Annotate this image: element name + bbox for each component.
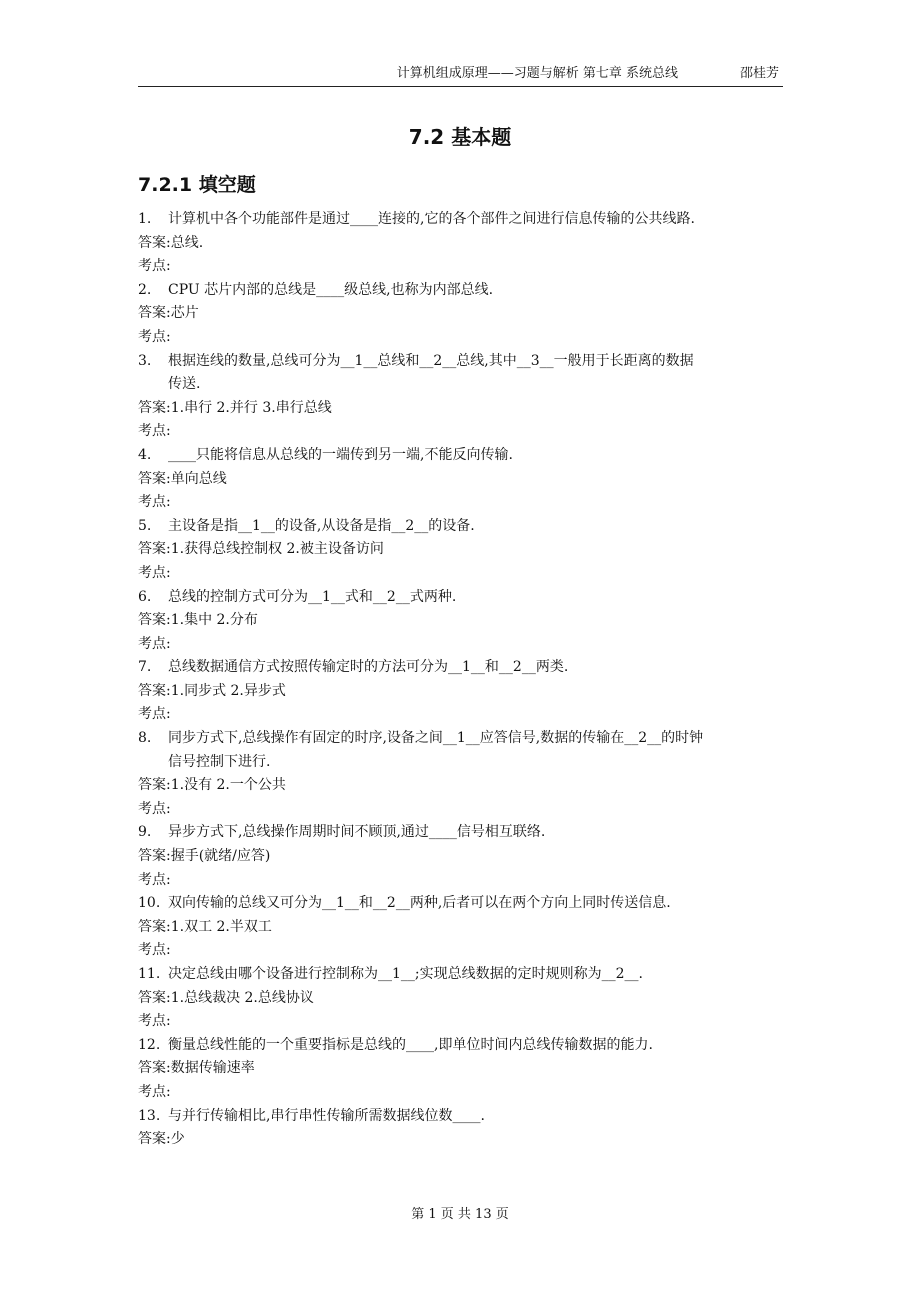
question-text: 根据连线的数量,总线可分为__1__总线和__2__总线,其中__3__一般用于长距离的数据 (168, 352, 694, 369)
header-title: 计算机组成原理——习题与解析 第七章 系统总线 (396, 66, 678, 81)
exam-point-line: 考点: (138, 1013, 171, 1030)
exam-point-line: 考点: (138, 871, 171, 888)
question-number: 10. (138, 895, 161, 912)
question-text: 主设备是指__1__的设备,从设备是指__2__的设备. (168, 517, 475, 534)
answer-line: 答案:单向总线 (138, 470, 227, 487)
question-text: 衡量总线性能的一个重要指标是总线的____,即单位时间内总线传输数据的能力. (168, 1036, 653, 1053)
exam-point-line: 考点: (138, 258, 171, 275)
answer-line: 答案:1.集中 2.分布 (138, 612, 258, 629)
question-list (138, 208, 788, 1152)
question-number: 1. (138, 211, 152, 227)
question-item (138, 515, 788, 539)
answer-line: 答案:1.总线裁决 2.总线协议 (138, 989, 314, 1006)
exam-point-line: 考点: (138, 942, 171, 959)
question-number: 9. (138, 824, 152, 841)
answer-line: 答案:握手(就绪/应答) (138, 848, 271, 865)
exam-point-line: 考点: (138, 564, 171, 581)
exam-point-line: 考点: (138, 494, 171, 511)
question-item (138, 727, 788, 774)
page-footer: 第 1 页 共 13 页 (411, 1207, 509, 1222)
exam-point-line: 考点: (138, 800, 171, 817)
question-text: 总线数据通信方式按照传输定时的方法可分为__1__和__2__两类. (168, 659, 569, 676)
answer-line: 答案:1.同步式 2.异步式 (138, 682, 286, 699)
question-number: 5. (138, 517, 152, 534)
question-text: 与并行传输相比,串行串性传输所需数据线位数____. (168, 1107, 485, 1124)
answer-line: 答案:少 (138, 1131, 185, 1148)
subsection-title: 7.2.1 填空题 (138, 174, 256, 196)
question-text: CPU 芯片内部的总线是____级总线,也称为内部总线. (168, 281, 494, 298)
question-item (138, 1034, 788, 1058)
answer-line: 答案:数据传输速率 (138, 1060, 255, 1077)
question-item (138, 963, 788, 987)
header-author: 邵桂芳 (739, 66, 779, 81)
exam-point-line: 考点: (138, 635, 171, 652)
question-number: 4. (138, 446, 152, 463)
question-text: ____只能将信息从总线的一端传到另一端,不能反向传输. (168, 446, 513, 463)
question-text: 决定总线由哪个设备进行控制称为__1__;实现总线数据的定时规则称为__2__. (168, 966, 643, 982)
answer-line: 答案:1.没有 2.一个公共 (138, 777, 286, 794)
page-header (138, 64, 783, 87)
answer-line: 答案:芯片 (138, 305, 199, 322)
question-number: 3. (138, 352, 152, 369)
question-item (138, 586, 788, 610)
question-item (138, 892, 788, 916)
question-number: 11. (138, 966, 161, 982)
exam-point-line: 考点: (138, 706, 171, 723)
question-text: 异步方式下,总线操作周期时间不顾顶,通过____信号相互联络. (168, 824, 546, 841)
question-number: 7. (138, 659, 152, 676)
question-text-continued: 传送. (168, 376, 201, 393)
question-number: 2. (138, 281, 152, 298)
question-item (138, 821, 788, 845)
question-text: 总线的控制方式可分为__1__式和__2__式两种. (168, 588, 457, 605)
question-number: 8. (138, 730, 152, 747)
question-number: 13. (138, 1107, 161, 1124)
question-item (138, 444, 788, 468)
exam-point-line: 考点: (138, 423, 171, 440)
question-text: 同步方式下,总线操作有固定的时序,设备之间__1__应答信号,数据的传输在__2__的时钟 (168, 730, 704, 747)
answer-line: 答案:1.双工 2.半双工 (138, 918, 272, 935)
answer-line: 答案:总线. (138, 234, 204, 251)
exam-point-line: 考点: (138, 328, 171, 345)
question-item (138, 1105, 788, 1129)
question-item (138, 279, 788, 303)
question-text-continued: 信号控制下进行. (168, 753, 271, 770)
answer-line: 答案:1.串行 2.并行 3.串行总线 (138, 399, 332, 416)
question-item (138, 350, 788, 397)
question-item (138, 656, 788, 680)
question-number: 12. (138, 1036, 161, 1053)
answer-line: 答案:1.获得总线控制权 2.被主设备访问 (138, 541, 384, 558)
question-number: 6. (138, 588, 152, 605)
question-text: 计算机中各个功能部件是通过____连接的,它的各个部件之间进行信息传输的公共线路. (168, 211, 695, 227)
section-title: 7.2 基本题 (408, 125, 512, 149)
question-item (138, 208, 788, 232)
question-text: 双向传输的总线又可分为__1__和__2__两种,后者可以在两个方向上同时传送信息. (168, 895, 671, 912)
exam-point-line: 考点: (138, 1083, 171, 1100)
